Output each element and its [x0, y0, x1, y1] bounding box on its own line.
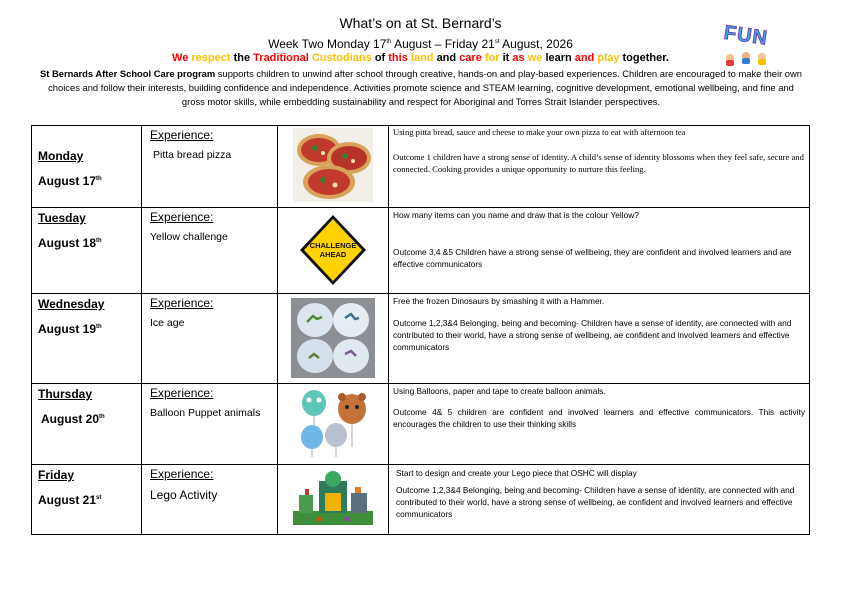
description-cell	[389, 465, 810, 535]
description-cell	[389, 126, 810, 208]
day-cell	[32, 465, 142, 535]
experience-label: Experience:	[150, 210, 214, 224]
day-date	[38, 412, 141, 426]
respect-word: Traditional	[253, 52, 312, 64]
day-date-text: August 20	[41, 412, 100, 426]
day-cell	[32, 294, 142, 384]
respect-word: Custodians	[311, 52, 375, 64]
week-suffix: August, 2026	[499, 37, 573, 51]
outcome-text: Outcome 1,2,3&4 Belonging, being and becoming- Children have a sense of identity, are connected with and contributed to their world, have a strong sense of wellbeing, ae confident and involved learners and effective communicators	[393, 318, 792, 352]
image-cell	[278, 126, 389, 208]
experience-name: Yellow challenge	[150, 231, 228, 243]
day-cell	[32, 208, 142, 294]
activity-text: Start to design and create your Lego piece that OSHC will display	[396, 468, 637, 478]
outcome-text: Outcome 1 children have a strong sense of identity. A child’s sense of identity blossoms when they feel safe, secure and connected. Cooking provides a unique opportunity to nurture this feeling.	[393, 152, 804, 174]
description-cell	[389, 294, 810, 384]
fun-logo	[718, 20, 778, 68]
respect-word: learn	[545, 52, 575, 64]
image-cell	[278, 294, 389, 384]
day-date-text: August 19	[38, 322, 97, 336]
activity-text: Free the frozen Dinosaurs by smashing it with a Hammer.	[393, 296, 605, 306]
page-title: What’s on at St. Bernard’s	[339, 15, 502, 31]
respect-word: the	[233, 52, 254, 64]
sign-text-1: CHALLENGE	[309, 241, 357, 250]
experience-cell	[142, 126, 278, 208]
day-name: Tuesday	[38, 211, 86, 225]
activity-text: Using Balloons, paper and tape to create balloon animals.	[393, 386, 606, 396]
day-date	[38, 174, 141, 188]
day-date-text: August 21	[38, 493, 97, 507]
day-name: Thursday	[38, 387, 93, 401]
experience-name: Lego Activity	[150, 488, 218, 502]
week-dates	[0, 37, 841, 51]
activity-text: Using pitta bread, sauce and cheese to make your own pizza to eat with afternoon tea	[393, 127, 686, 137]
day-date-sup: st	[96, 495, 102, 501]
respect-word: and	[436, 52, 460, 64]
day-date-sup: th	[96, 238, 102, 244]
lego-build	[289, 467, 377, 529]
respect-word: this	[388, 52, 411, 64]
respect-word: it	[502, 52, 513, 64]
pizza-photo	[293, 128, 373, 202]
respect-word: together.	[622, 52, 669, 64]
day-date	[38, 322, 141, 336]
experience-label: Experience:	[150, 296, 214, 310]
experience-name: Pitta bread pizza	[153, 149, 232, 161]
respect-word: respect	[191, 52, 234, 64]
day-date-text: August 18	[38, 236, 97, 250]
respect-word: for	[484, 52, 503, 64]
balloon-animals	[294, 387, 372, 459]
image-cell	[278, 465, 389, 535]
respect-word: and	[574, 52, 598, 64]
schedule-row-monday	[32, 126, 810, 208]
sign-text-2: AHEAD	[319, 250, 347, 259]
day-name: Wednesday	[38, 297, 105, 311]
experience-cell	[142, 294, 278, 384]
frozen-dinosaur-eggs	[291, 298, 375, 378]
schedule-table	[31, 125, 810, 535]
respect-word: play	[597, 52, 623, 64]
respect-word: of	[374, 52, 389, 64]
day-date	[38, 493, 141, 507]
week-sup-2: st	[494, 39, 500, 45]
intro-text: supports children to unwind after school through creative, hands-on and play-based experiences. Children are encouraged to make their own choices and follow their interests, building confidence and independence. Activities promote science and STEAM learning, cognitive development, emotional wellbeing, and fine and gross motor skills, while embedding sustainability and respect for Aboriginal and Torres Strait Islander perspectives.	[48, 68, 803, 107]
experience-cell	[142, 465, 278, 535]
program-intro	[36, 67, 806, 109]
outcome-text: Outcome 4& 5 children are confident and involved learners and effective communicators. This activity encourages the children to use their thinking skills	[393, 407, 805, 429]
respect-word: as	[512, 52, 528, 64]
day-date-sup: th	[99, 414, 105, 420]
day-date-sup: th	[96, 324, 102, 330]
experience-name: Balloon Puppet animals	[150, 407, 261, 419]
image-cell	[278, 208, 389, 294]
week-sup-1: th	[386, 39, 392, 45]
day-date-sup: th	[96, 176, 102, 182]
experience-label: Experience:	[150, 128, 214, 142]
experience-label: Experience:	[150, 467, 214, 481]
day-cell	[32, 126, 142, 208]
activity-text: How many items can you name and draw that is the colour Yellow?	[393, 210, 639, 220]
day-name: Monday	[38, 149, 84, 163]
schedule-row-tuesday	[32, 208, 810, 294]
image-cell	[278, 384, 389, 465]
intro-bold: St Bernards After School Care program	[39, 68, 216, 79]
day-date	[38, 236, 141, 250]
description-cell	[389, 208, 810, 294]
respect-word: We	[172, 52, 192, 64]
day-cell	[32, 384, 142, 465]
respect-word: land	[410, 52, 437, 64]
experience-name: Ice age	[150, 317, 185, 329]
week-middle: August – Friday 21	[391, 37, 495, 51]
outcome-text: Outcome 3,4 &5 Children have a strong sense of wellbeing, they are confident and involved learners and are effective communicators	[393, 247, 792, 269]
respect-word: care	[459, 52, 485, 64]
respect-word: we	[527, 52, 546, 64]
challenge-ahead-sign	[297, 212, 369, 288]
description-cell	[389, 384, 810, 465]
week-prefix: Week Two Monday 17	[268, 37, 387, 51]
schedule-row-thursday	[32, 384, 810, 465]
schedule-row-wednesday	[32, 294, 810, 384]
experience-cell	[142, 384, 278, 465]
experience-cell	[142, 208, 278, 294]
acknowledgement-of-country	[0, 52, 841, 64]
fun-logo-text: FUN	[722, 21, 770, 50]
day-name: Friday	[38, 468, 75, 482]
outcome-text: Outcome 1,2,3&4 Belonging, being and becoming- Children have a sense of identity, are connected with and contributed to their world, have a strong sense of wellbeing, ae confident and involved learners and effective communicators	[396, 485, 795, 519]
schedule-row-friday	[32, 465, 810, 535]
experience-label: Experience:	[150, 386, 214, 400]
day-date-text: August 17	[38, 174, 97, 188]
